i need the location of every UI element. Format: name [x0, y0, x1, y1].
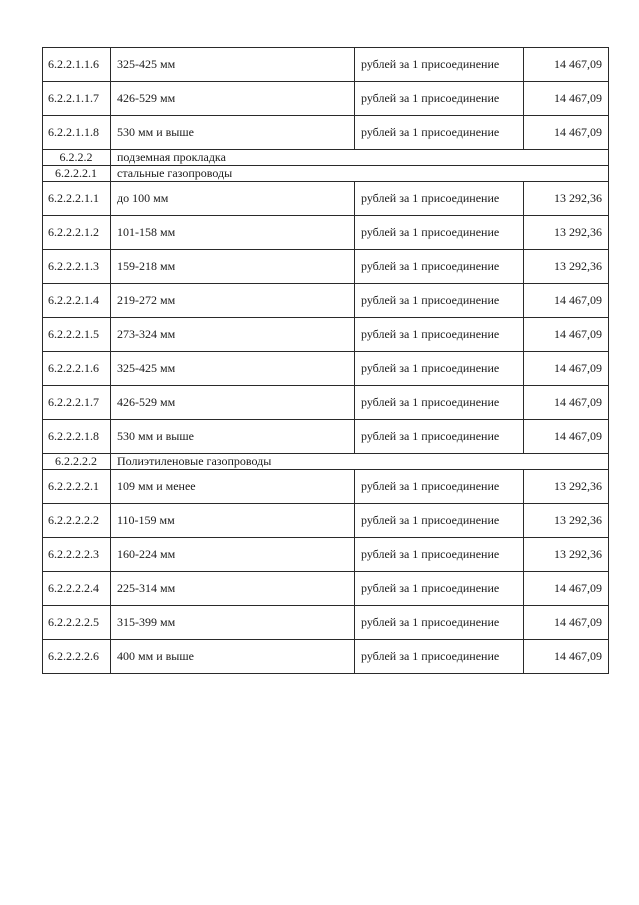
- row-price: 13 292,36: [524, 216, 609, 250]
- row-name: 325-425 мм: [111, 48, 355, 82]
- row-unit: рублей за 1 присоединение: [355, 182, 524, 216]
- row-unit: рублей за 1 присоединение: [355, 318, 524, 352]
- row-code: 6.2.2.2.2: [43, 454, 111, 470]
- row-name: 159-218 мм: [111, 250, 355, 284]
- row-unit: рублей за 1 присоединение: [355, 572, 524, 606]
- row-code: 6.2.2.2.1.6: [43, 352, 111, 386]
- table-row: [43, 216, 609, 250]
- row-code: 6.2.2.1.1.7: [43, 82, 111, 116]
- row-code: 6.2.2.2.1.7: [43, 386, 111, 420]
- row-name: 530 мм и выше: [111, 116, 355, 150]
- tariff-table: [42, 47, 609, 674]
- table-row: [43, 538, 609, 572]
- row-unit: рублей за 1 присоединение: [355, 352, 524, 386]
- row-price: 14 467,09: [524, 352, 609, 386]
- row-name: 426-529 мм: [111, 386, 355, 420]
- row-code: 6.2.2.2.1.4: [43, 284, 111, 318]
- row-unit: рублей за 1 присоединение: [355, 640, 524, 674]
- row-price: 13 292,36: [524, 470, 609, 504]
- row-code: 6.2.2.2.2.3: [43, 538, 111, 572]
- row-unit: рублей за 1 присоединение: [355, 420, 524, 454]
- row-price: 14 467,09: [524, 572, 609, 606]
- table-row: [43, 352, 609, 386]
- row-price: 13 292,36: [524, 250, 609, 284]
- table-row: [43, 116, 609, 150]
- row-price: 14 467,09: [524, 606, 609, 640]
- row-price: 14 467,09: [524, 82, 609, 116]
- table-row: [43, 504, 609, 538]
- row-price: 13 292,36: [524, 182, 609, 216]
- section-row: [43, 150, 609, 166]
- row-unit: рублей за 1 присоединение: [355, 250, 524, 284]
- tariff-table-body: [43, 48, 609, 674]
- section-title: Полиэтиленовые газопроводы: [111, 454, 609, 470]
- row-price: 14 467,09: [524, 640, 609, 674]
- row-code: 6.2.2.2.1.8: [43, 420, 111, 454]
- section-row: [43, 454, 609, 470]
- row-price: 14 467,09: [524, 420, 609, 454]
- row-name: 530 мм и выше: [111, 420, 355, 454]
- row-unit: рублей за 1 присоединение: [355, 48, 524, 82]
- section-row: [43, 166, 609, 182]
- row-price: 14 467,09: [524, 48, 609, 82]
- table-row: [43, 470, 609, 504]
- row-price: 14 467,09: [524, 116, 609, 150]
- row-name: 273-324 мм: [111, 318, 355, 352]
- row-code: 6.2.2.2.2.6: [43, 640, 111, 674]
- section-title: стальные газопроводы: [111, 166, 609, 182]
- row-unit: рублей за 1 присоединение: [355, 116, 524, 150]
- row-code: 6.2.2.2.1.5: [43, 318, 111, 352]
- table-row: [43, 640, 609, 674]
- row-code: 6.2.2.2.1.3: [43, 250, 111, 284]
- row-name: 110-159 мм: [111, 504, 355, 538]
- row-name: 426-529 мм: [111, 82, 355, 116]
- row-price: 13 292,36: [524, 504, 609, 538]
- row-name: 160-224 мм: [111, 538, 355, 572]
- row-name: 219-272 мм: [111, 284, 355, 318]
- row-code: 6.2.2.2.1.1: [43, 182, 111, 216]
- row-price: 14 467,09: [524, 318, 609, 352]
- row-name: 225-314 мм: [111, 572, 355, 606]
- row-name: 325-425 мм: [111, 352, 355, 386]
- table-row: [43, 318, 609, 352]
- row-unit: рублей за 1 присоединение: [355, 470, 524, 504]
- row-name: 315-399 мм: [111, 606, 355, 640]
- row-code: 6.2.2.2.1.2: [43, 216, 111, 250]
- row-unit: рублей за 1 присоединение: [355, 504, 524, 538]
- table-row: [43, 82, 609, 116]
- table-row: [43, 386, 609, 420]
- row-code: 6.2.2.2.2.4: [43, 572, 111, 606]
- row-code: 6.2.2.2.2.2: [43, 504, 111, 538]
- table-row: [43, 284, 609, 318]
- row-code: 6.2.2.2.1: [43, 166, 111, 182]
- table-row: [43, 420, 609, 454]
- row-price: 13 292,36: [524, 538, 609, 572]
- row-unit: рублей за 1 присоединение: [355, 82, 524, 116]
- row-unit: рублей за 1 присоединение: [355, 284, 524, 318]
- row-unit: рублей за 1 присоединение: [355, 386, 524, 420]
- table-row: [43, 572, 609, 606]
- row-name: 101-158 мм: [111, 216, 355, 250]
- row-price: 14 467,09: [524, 284, 609, 318]
- table-row: [43, 48, 609, 82]
- row-code: 6.2.2.1.1.8: [43, 116, 111, 150]
- row-name: до 100 мм: [111, 182, 355, 216]
- row-unit: рублей за 1 присоединение: [355, 606, 524, 640]
- row-code: 6.2.2.2.2.1: [43, 470, 111, 504]
- row-code: 6.2.2.2: [43, 150, 111, 166]
- table-row: [43, 606, 609, 640]
- section-title: подземная прокладка: [111, 150, 609, 166]
- row-price: 14 467,09: [524, 386, 609, 420]
- row-unit: рублей за 1 присоединение: [355, 538, 524, 572]
- row-unit: рублей за 1 присоединение: [355, 216, 524, 250]
- row-code: 6.2.2.2.2.5: [43, 606, 111, 640]
- row-name: 400 мм и выше: [111, 640, 355, 674]
- table-row: [43, 182, 609, 216]
- table-row: [43, 250, 609, 284]
- row-name: 109 мм и менее: [111, 470, 355, 504]
- row-code: 6.2.2.1.1.6: [43, 48, 111, 82]
